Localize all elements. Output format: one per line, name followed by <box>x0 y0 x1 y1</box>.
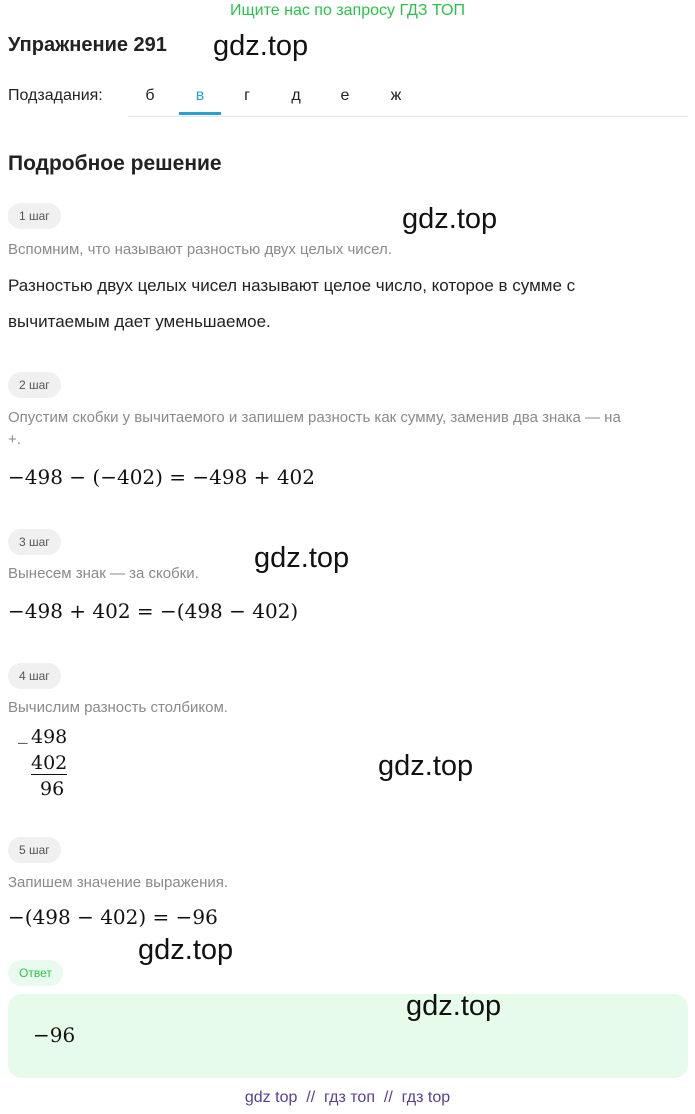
answer-value: −96 <box>33 1023 76 1047</box>
step-2-formula: −498 − (−402) = −498 + 402 <box>8 465 315 489</box>
subtask-tab-e[interactable]: е <box>340 87 350 104</box>
watermark: gdz.top <box>406 990 502 1022</box>
footer-links[interactable]: gdz top // гдз топ // гдз top <box>244 1089 451 1106</box>
active-tab-indicator <box>179 112 221 115</box>
step-1-hint: Вспомним, что называют разностью двух целых чисел. <box>8 241 392 258</box>
answer-box <box>8 994 688 1078</box>
subtasks-tabs <box>128 78 688 117</box>
step-4-hint: Вычислим разность столбиком. <box>8 699 228 716</box>
step-1-badge: 1 шаг <box>8 203 61 229</box>
answer-badge: Ответ <box>8 960 63 986</box>
step-5-formula: −(498 − 402) = −96 <box>8 905 218 929</box>
step-5-hint: Запишем значение выражения. <box>8 874 229 891</box>
step-3-hint: Вынесем знак — за скобки. <box>8 565 199 582</box>
column-subtrahend: 402 <box>31 752 68 774</box>
step-2-hint-line-1: Опустим скобки у вычитаемого и запишем разность как сумму, заменив два знака — на <box>8 409 621 426</box>
column-minuend: 498 <box>31 726 68 748</box>
watermark: gdz.top <box>378 750 474 782</box>
watermark: gdz.top <box>402 203 498 235</box>
subtasks-label: Подзадания: <box>8 87 103 104</box>
column-result: 96 <box>40 778 65 800</box>
subtask-tab-g[interactable]: г <box>244 87 250 104</box>
step-4-badge: 4 шаг <box>8 663 61 689</box>
subtask-tab-v[interactable]: в <box>195 87 205 104</box>
subtask-tab-b[interactable]: б <box>145 87 155 104</box>
step-5-badge: 5 шаг <box>8 837 61 863</box>
step-1-text-line-1: Разностью двух целых чисел называют целое число, которое в сумме с <box>8 276 576 295</box>
search-banner: Ищите нас по запросу ГДЗ ТОП <box>230 2 465 19</box>
watermark: gdz.top <box>138 934 234 966</box>
step-1-text-line-2: вычитаемым дает уменьшаемое. <box>8 312 271 331</box>
column-minus-sign: _ <box>18 722 28 744</box>
watermark: gdz.top <box>254 542 350 574</box>
step-3-badge: 3 шаг <box>8 529 61 555</box>
step-3-formula: −498 + 402 = −(498 − 402) <box>8 599 299 623</box>
subtask-tab-d[interactable]: д <box>291 87 301 104</box>
solution-title: Подробное решение <box>8 152 222 175</box>
exercise-title: Упражнение 291 <box>8 34 167 56</box>
step-2-badge: 2 шаг <box>8 372 61 398</box>
watermark: gdz.top <box>213 30 309 62</box>
step-2-hint-line-2: +. <box>8 431 21 448</box>
subtask-tab-zh[interactable]: ж <box>390 87 402 104</box>
